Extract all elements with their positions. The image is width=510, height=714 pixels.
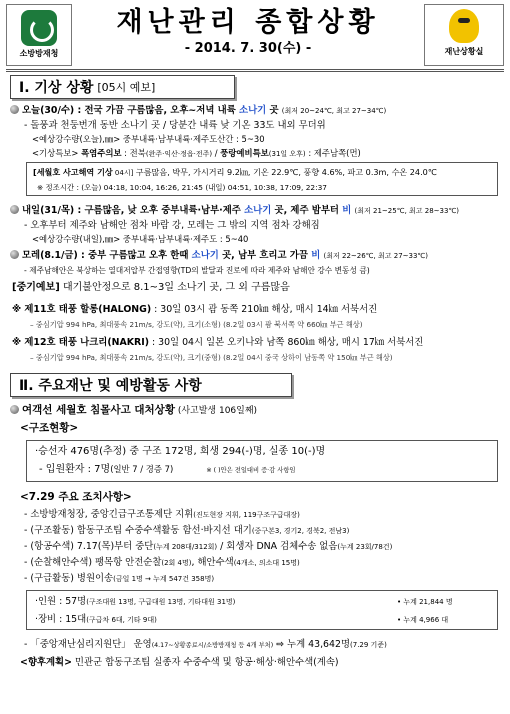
org-logo-right bbox=[424, 4, 504, 66]
personnel: ·인원 : 57명(구조대원 13명, 구급대원 13명, 기타대원 31명) bbox=[35, 596, 236, 607]
today-warning: <기상특보> 폭염주의보 : 전북(완주·익산·정읍·전주) / 풍랑예비특보(31일 오후) : 제주남쪽(먼) bbox=[32, 148, 361, 158]
typhoon-11: ※ 제11호 태풍 할롱(HALONG) : 30일 03시 괌 동쪽 210㎞ 해상, 매시 14㎞ 서북서진 bbox=[12, 304, 378, 315]
resources-box bbox=[26, 590, 498, 630]
action-command: - 소방방재청장, 중앙긴급구조통제단 지휘(진도현장 지휘, 119구조구급대장) bbox=[24, 509, 300, 520]
arrow-right-icon: ⇨ bbox=[276, 639, 285, 650]
header bbox=[6, 4, 504, 66]
bullet-icon bbox=[10, 105, 19, 114]
today-detail-2: <예상강수량(오늘),㎜> 중부내륙·남부내륙·제주도산간 : 5~30 bbox=[32, 134, 265, 144]
hospitalized: - 입원환자 : 7명(일반 7 / 경증 7) ※ ( )안은 전일대비 증·감 사항임 bbox=[39, 464, 296, 475]
org-name-left: 소방방재청 bbox=[19, 49, 59, 58]
report-date: - 2014. 7. 30(수) - bbox=[184, 41, 312, 56]
org-name-right: 재난상황실 bbox=[444, 47, 484, 56]
bullet-icon bbox=[10, 405, 19, 414]
weather-content bbox=[10, 104, 504, 380]
typhoon-11-detail: – 중심기압 994 hPa, 최대풍속 21m/s, 강도(약), 크기(소형) (8.2일 03시 괌 북서쪽 약 660㎞ 부근 해상) bbox=[30, 320, 363, 329]
bullet-icon bbox=[10, 250, 19, 259]
typhoon-12-detail: – 중심기압 994 hPa, 최대풍속 21m/s, 강도(약), 크기(중형) (8.2일 04시 중국 상하이 남동쪽 약 150㎞ 부근 해상) bbox=[30, 353, 393, 362]
title-block bbox=[78, 4, 418, 66]
sewol-weather: [세월호 사고해역 기상 04시] 구름많음, 박무, 가시거리 9.2㎞, 기온 22.9℃, 풍향 4.6%, 파고 0.3m, 수온 24.0℃ bbox=[33, 167, 437, 177]
action-air-search: - (항공수색) 7.17(목)부터 중단(누계 208대/312회) / 회생자 DNA 검체수송 없음(누계 23회/78건) bbox=[24, 541, 393, 552]
personnel-total: • 누계 21,844 명 bbox=[397, 598, 453, 606]
rescue-status-box bbox=[26, 440, 498, 482]
section-disaster-title: Ⅱ. 주요재난 및 예방활동 사항 bbox=[19, 378, 202, 394]
mascot-logo-icon bbox=[449, 9, 479, 43]
tomorrow-forecast: 내일(31/목) : 구름많음, 낮 오후 중부내륙·남부·제주 소나기 곳, 제주 밤부터 비 (최저 21~25℃, 최고 28~33℃) bbox=[10, 204, 459, 218]
equipment-total: • 누계 4,966 대 bbox=[397, 616, 449, 624]
section-disaster-heading bbox=[10, 373, 292, 397]
psych-support: - 「중앙재난심리지원단」 운영(4.17~상황종료시/소방방재청 등 4개 부처) ⇨ 누계 43,642명(7.29 기준) bbox=[24, 639, 387, 650]
sewol-status-heading: 여객선 세월호 침몰사고 대처상황 (사고발생 106일째) bbox=[10, 404, 257, 418]
day-after-forecast: 모레(8.1/금) : 중부 구름많고 오후 한때 소나기 곳, 남부 흐리고 가끔 비 (최저 22~26℃, 최고 27~33℃) bbox=[10, 249, 428, 263]
rescue-status-label: <구조현황> bbox=[20, 422, 79, 434]
section-weather-heading bbox=[10, 75, 235, 99]
bullet-icon bbox=[10, 205, 19, 214]
action-transport: - (구급활동) 병원이송(금일 1명 → 누계 547건 358명) bbox=[24, 573, 215, 584]
action-rescue: - (구조활동) 합동구조팀 수중수색활동 함선·바지선 대기(중구본3, 경기2, 경북2, 전남3) bbox=[24, 525, 350, 536]
future-plan: <향후계획> 민관군 합동구조팀 실종자 수중수색 및 항공·해상·해안수색(계속) bbox=[20, 657, 339, 668]
tomorrow-detail-2: <예상강수량(내일),㎜> 중부내륙·남부내륙·제주도 : 5~40 bbox=[32, 234, 249, 244]
equipment: ·장비 : 15대(구급차 6대, 기타 9대) bbox=[35, 614, 157, 625]
typhoon-12: ※ 제12호 태풍 나크리(NAKRI) : 30일 04시 일본 오키나와 남쪽 860㎞ 해상, 매시 17㎞ 서북서진 bbox=[12, 337, 424, 348]
section-weather-subtitle: [05시 예보] bbox=[97, 81, 156, 94]
section-weather-title: Ⅰ. 기상 상황 bbox=[19, 80, 94, 96]
page-title: 재난관리 종합상황 bbox=[116, 7, 380, 38]
sewol-weather-box bbox=[26, 162, 498, 196]
tide-times: ※ 정조시간 : (오늘) 04:18, 10:04, 16:26, 21:45 (내일) 04:51, 10:38, 17:09, 22:37 bbox=[37, 183, 328, 192]
today-detail-1: - 돌풍과 천둥번개 동반 소나기 곳 / 당분간 내륙 낮 기온 33도 내외 무더위 bbox=[24, 120, 326, 131]
header-divider bbox=[6, 69, 504, 73]
shield-logo-icon bbox=[21, 10, 57, 46]
mid-term-forecast: [중기예보] 대기불안정으로 8.1~3일 소나기 곳, 그 외 구름많음 bbox=[12, 282, 290, 293]
rescue-totals: ·승선자 476명(추정) 중 구조 172명, 희생 294(-)명, 실종 10(-)명 bbox=[35, 446, 326, 457]
action-patrol: - (순찰해안수색) 팽목항 안전순찰(2회 4명), 해안수색(4개소, 의소대 15명) bbox=[24, 557, 300, 568]
today-forecast: 오늘(30/수) : 전국 가끔 구름많음, 오후~저녁 내륙 소나기 곳 (최저 20~24℃, 최고 27~34℃) bbox=[10, 104, 386, 118]
org-logo-left bbox=[6, 4, 72, 66]
tomorrow-detail-1: - 오후부터 제주와 남해안 점차 바람 강, 모레는 그 밖의 지역 점차 강해짐 bbox=[24, 220, 320, 231]
actions-label: <7.29 주요 조치사항> bbox=[20, 491, 132, 503]
disaster-content bbox=[10, 404, 504, 710]
day-after-detail: - 제주남해안은 북상하는 열대저압부 간접영향(TD의 발달과 진로에 따라 제주와 남해안 강수 변동성 큼) bbox=[24, 266, 370, 275]
